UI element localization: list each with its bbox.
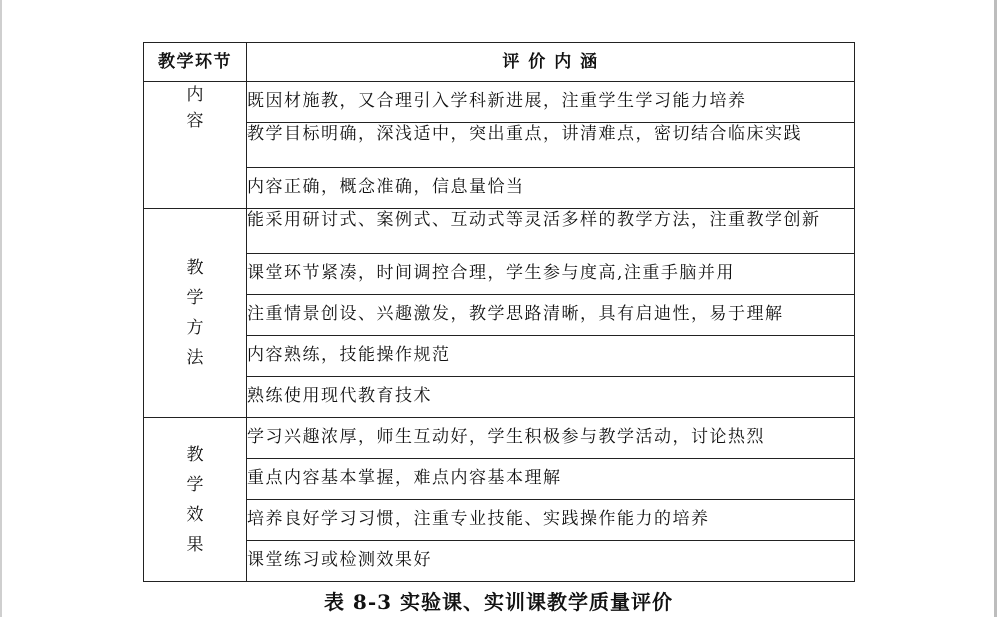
category-effect [144,418,247,582]
criterion-item: 重点内容基本掌握，难点内容基本理解 [247,459,855,500]
criterion-item: 既因材施教，又合理引入学科新进展，注重学生学习能力培养 [247,82,855,123]
table-row [144,459,855,500]
criterion-item: 能采用研讨式、案例式、互动式等灵活多样的教学方法，注重教学创新 [247,209,855,254]
category-label: 教学效果 [186,444,205,555]
criterion-item: 课堂环节紧凑，时间调控合理，学生参与度高,注重手脑并用 [247,254,855,295]
table-row [144,254,855,295]
criterion-item: 内容正确，概念准确，信息量恰当 [247,168,855,209]
table-row [144,209,855,254]
table-row [144,123,855,168]
table-row [144,295,855,336]
page-edge-left [0,0,2,617]
table-caption: 表 8-3 实验课、实训课教学质量评价 [323,590,674,614]
table-row [144,336,855,377]
category-content [144,82,247,209]
criterion-item: 学习兴趣浓厚，师生互动好，学生积极参与教学活动，讨论热烈 [247,418,855,459]
category-label: 内容 [186,85,205,131]
evaluation-table [143,42,855,582]
criterion-item: 课堂练习或检测效果好 [247,541,855,582]
table-row [144,500,855,541]
table-header-row [144,43,855,82]
category-label: 教学方法 [186,258,205,368]
header-content: 评 价 内 涵 [247,43,855,82]
criterion-item: 教学目标明确，深浅适中，突出重点，讲清难点，密切结合临床实践 [247,123,855,168]
table-row [144,168,855,209]
criterion-item: 培养良好学习习惯，注重专业技能、实践操作能力的培养 [247,500,855,541]
criterion-item: 注重情景创设、兴趣激发，教学思路清晰，具有启迪性，易于理解 [247,295,855,336]
table-row [144,377,855,418]
table-row [144,82,855,123]
criterion-item: 熟练使用现代教育技术 [247,377,855,418]
table-row [144,418,855,459]
table-row [144,541,855,582]
criterion-item: 内容熟练，技能操作规范 [247,336,855,377]
category-method [144,209,247,418]
header-stage: 教学环节 [144,43,247,82]
